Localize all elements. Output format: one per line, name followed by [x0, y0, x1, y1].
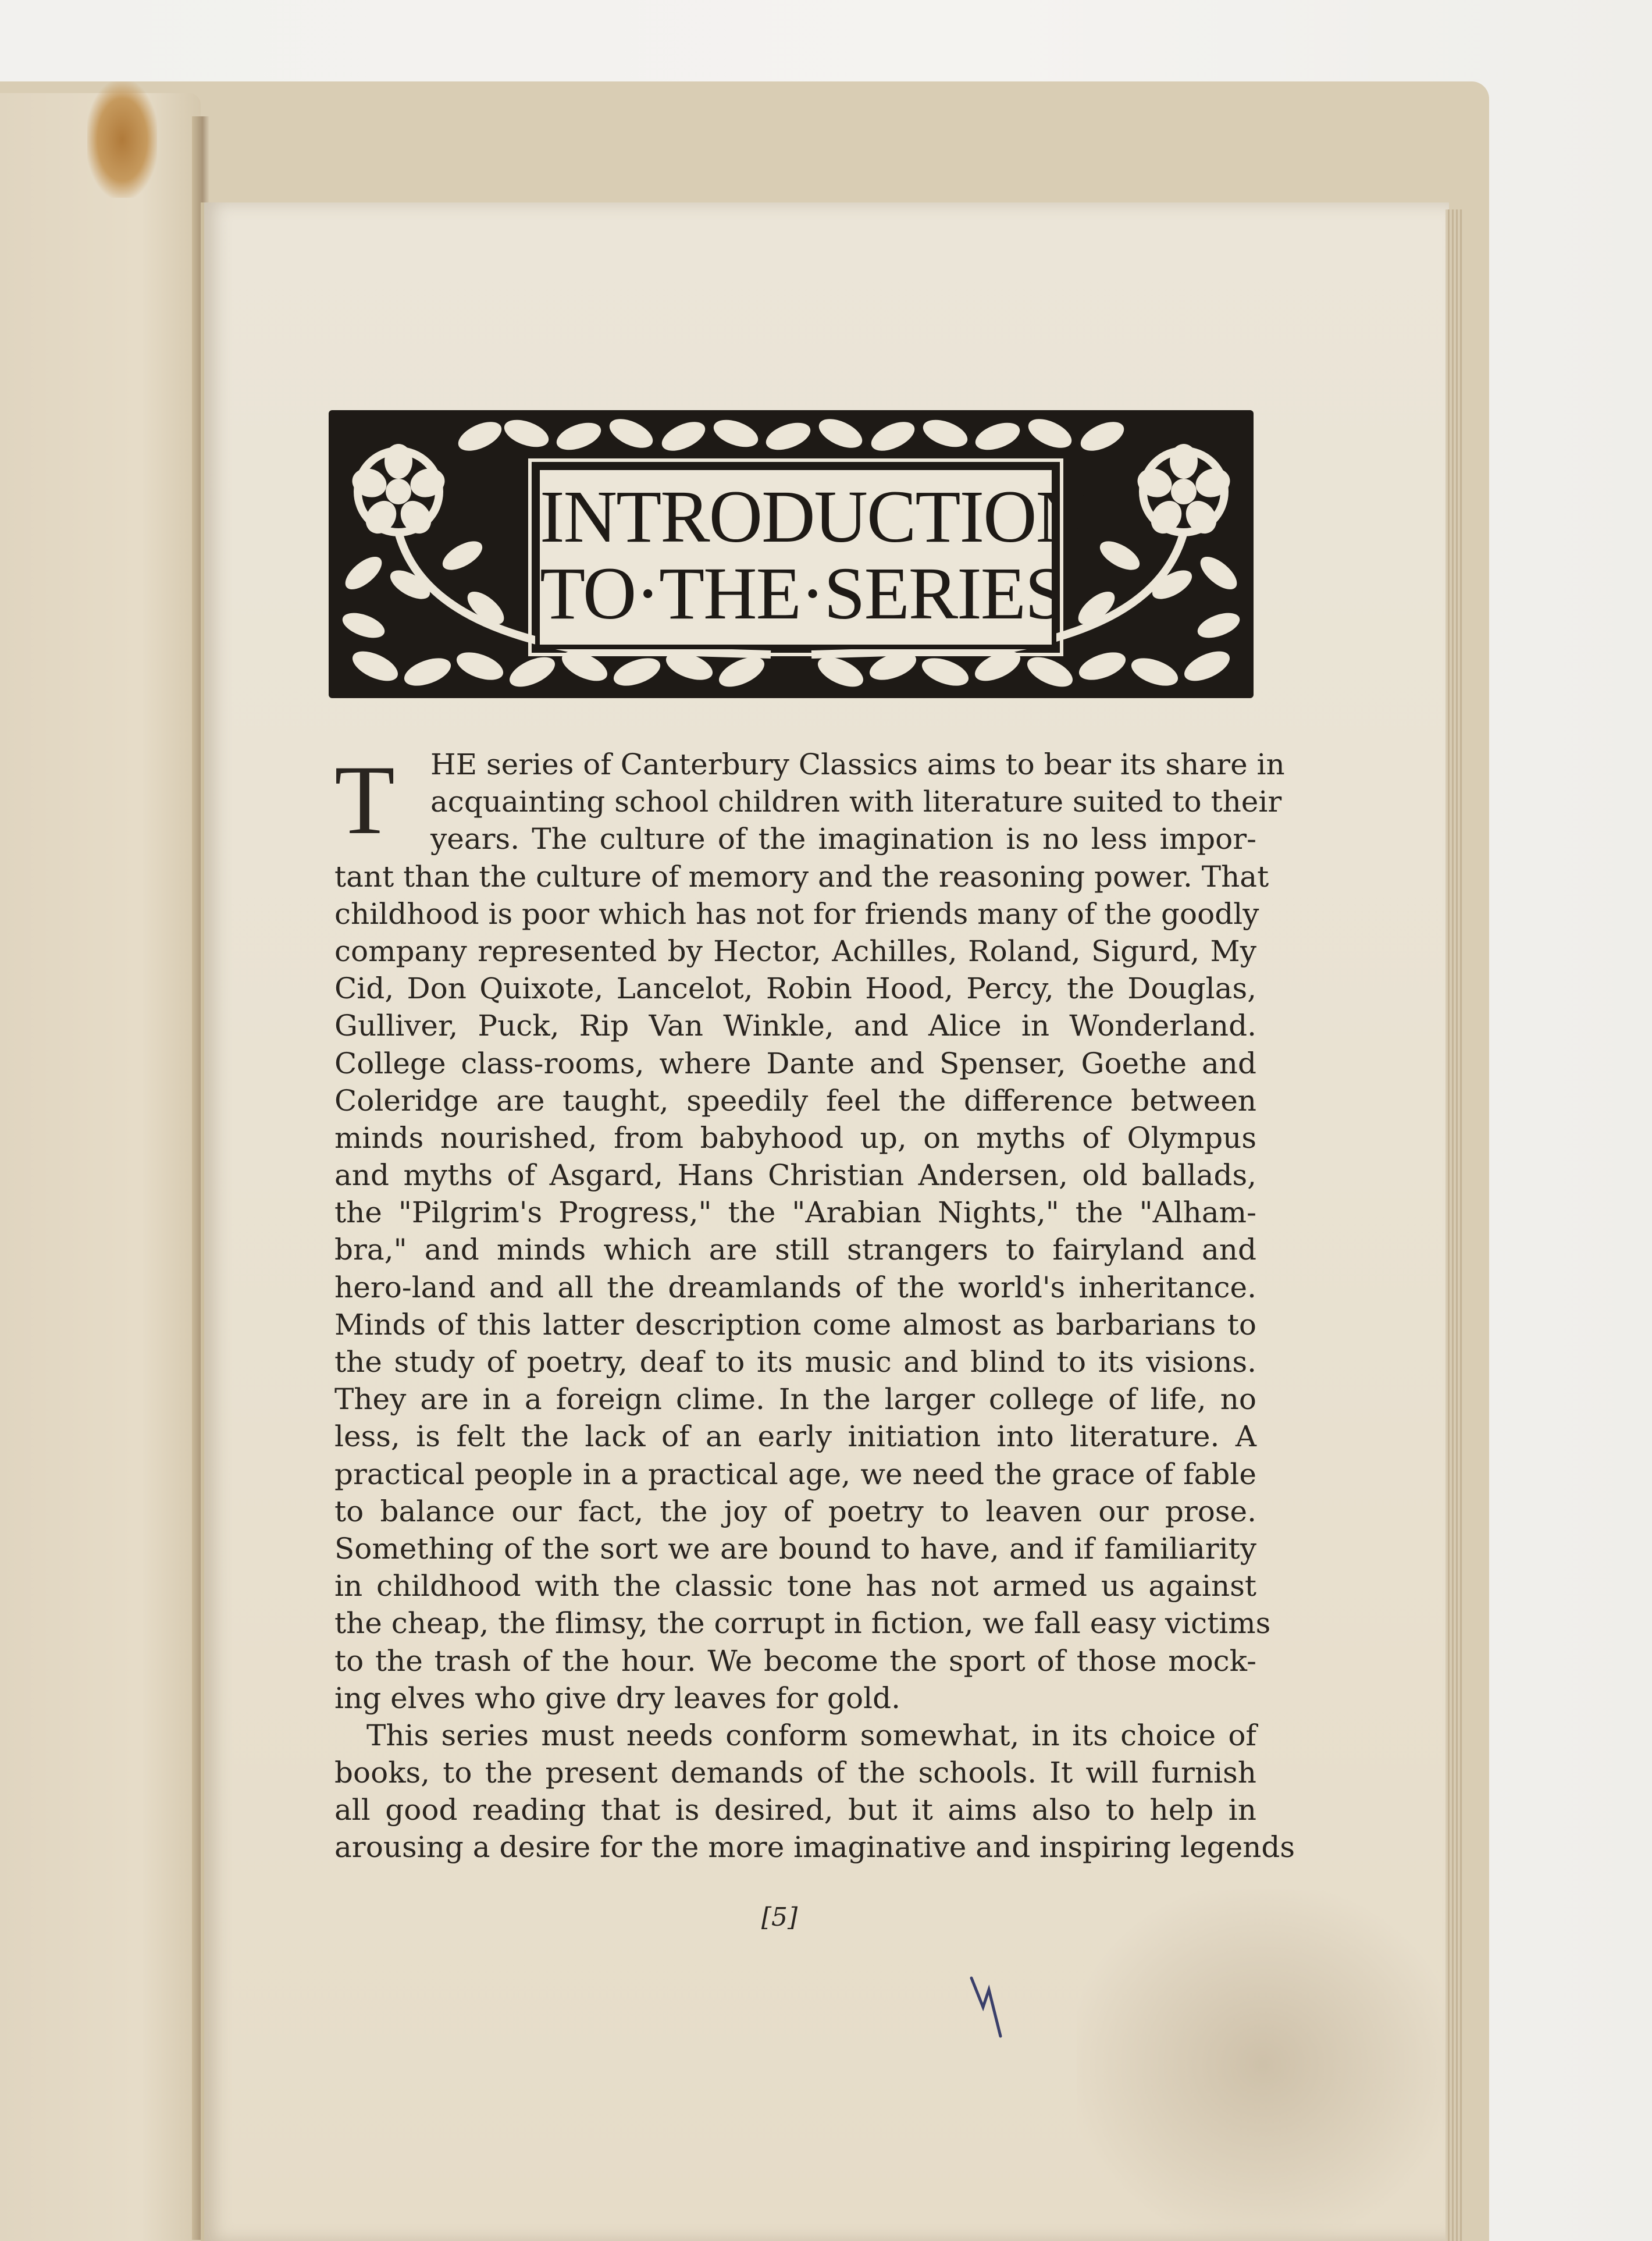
text-line: ing elves who give dry leaves for gold.	[334, 1681, 901, 1715]
left-page	[0, 93, 201, 2241]
ornamental-heading-block	[329, 410, 1254, 698]
text-line: arousing a desire for the more imaginative and inspiring legends	[334, 1830, 1295, 1865]
text-line: childhood is poor which has not for friends many of the goodly	[334, 897, 1259, 931]
text-line: This series must needs conform somewhat, in its choice of	[366, 1718, 1256, 1752]
text-line: in childhood with the classic tone has not armed us against	[334, 1569, 1256, 1603]
text-line: minds nourished, from babyhood up, on myths of Olympus	[334, 1120, 1256, 1155]
text-line: to the trash of the hour. We become the sport of those mock-	[334, 1644, 1256, 1678]
pencil-mark	[966, 1972, 1018, 2042]
text-line: books, to the present demands of the schools. It will furnish	[334, 1756, 1256, 1790]
text-line: and myths of Asgard, Hans Christian Andersen, old ballads,	[334, 1158, 1256, 1193]
page-edges	[1446, 209, 1463, 2241]
title-plate	[535, 465, 1088, 649]
text-line: the study of poetry, deaf to its music and blind to its visions.	[334, 1345, 1256, 1379]
text-line: HE series of Canterbury Classics aims to bear its share in	[430, 748, 1285, 781]
text-line: practical people in a practical age, we need the grace of fable	[334, 1457, 1256, 1491]
text-line: Coleridge are taught, speedily feel the difference between	[334, 1083, 1256, 1118]
page-number: [5]	[761, 1902, 798, 1932]
text-line: the "Pilgrim's Progress," the "Arabian Nights," the "Alham-	[334, 1196, 1256, 1230]
text-line: College class-rooms, where Dante and Spenser, Goethe and	[334, 1046, 1256, 1080]
cover-spine-stain	[87, 81, 157, 198]
text-line: tant than the culture of memory and the reasoning power. That	[334, 859, 1269, 894]
heading-line-2: TO·THE·SERIES	[540, 552, 1066, 635]
foxing-stain	[1077, 1890, 1449, 2239]
text-line: all good reading that is desired, but it aims also to help in	[334, 1793, 1256, 1827]
text-line: Something of the sort we are bound to have, and if familiarity	[334, 1531, 1256, 1566]
body-text	[334, 745, 1295, 1866]
text-line: Cid, Don Quixote, Lancelot, Robin Hood, Percy, the Douglas,	[334, 972, 1256, 1006]
text-line: company represented by Hector, Achilles, Roland, Sigurd, My	[334, 934, 1256, 968]
drop-cap: T	[334, 745, 395, 855]
heading-line-1: INTRODUCTION	[540, 475, 1088, 558]
text-line: the cheap, the flimsy, the corrupt in fiction, we fall easy victims	[334, 1606, 1271, 1641]
text-line: Minds of this latter description come almost as barbarians to	[334, 1307, 1256, 1342]
text-line: hero-land and all the dreamlands of the world's inheritance.	[334, 1270, 1256, 1304]
text-line: Gulliver, Puck, Rip Van Winkle, and Alice in Wonderland.	[334, 1009, 1256, 1043]
text-line: acquainting school children with literature suited to their	[430, 785, 1282, 819]
text-line: bra," and minds which are still strangers to fairyland and	[334, 1233, 1256, 1267]
text-line: They are in a foreign clime. In the larger college of life, no	[334, 1382, 1256, 1417]
text-line: less, is felt the lack of an early initiation into literature. A	[334, 1420, 1256, 1454]
text-line: years. The culture of the imagination is no less impor-	[430, 822, 1256, 856]
text-line: to balance our fact, the joy of poetry to leaven our prose.	[334, 1494, 1256, 1528]
